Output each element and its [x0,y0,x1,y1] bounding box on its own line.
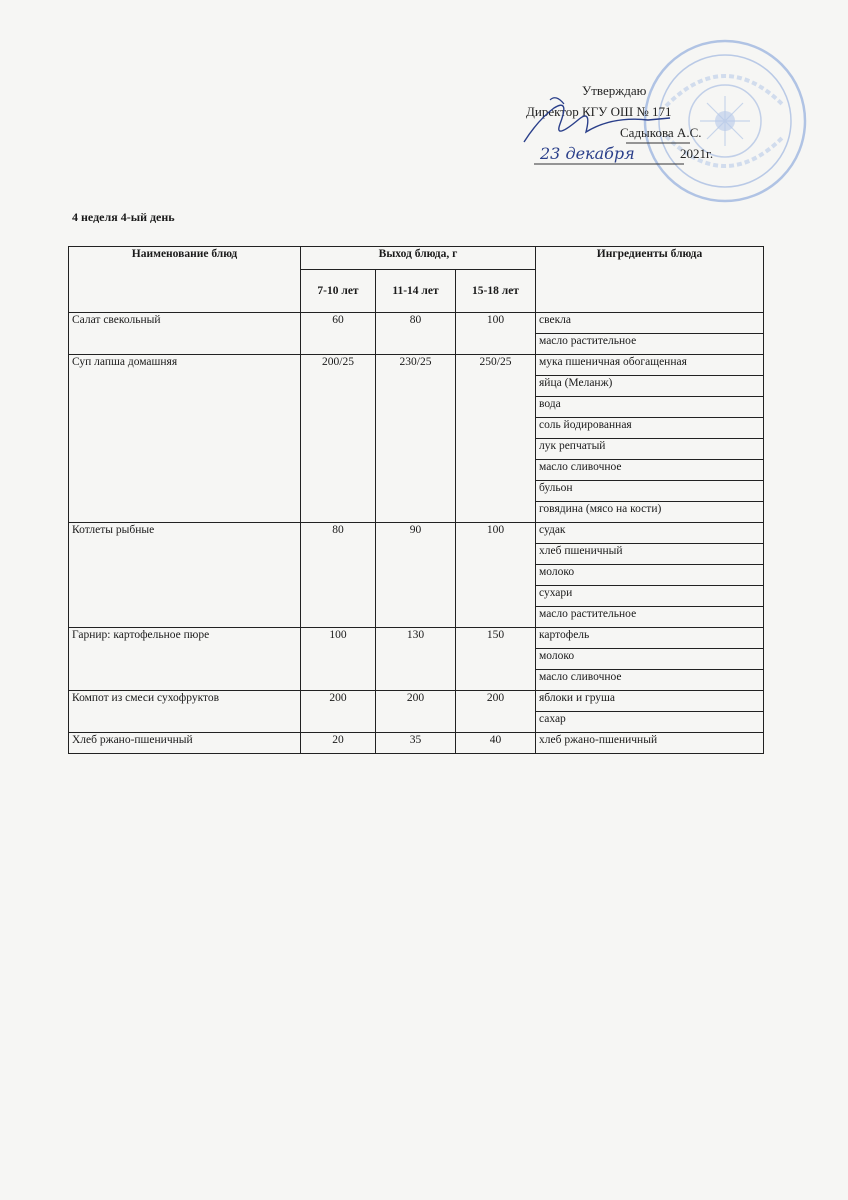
portion-size: 200/25 [301,355,376,523]
dish-name: Салат свекольный [69,313,301,355]
menu-table [68,246,764,754]
ingredient: лук репчатый [536,439,764,460]
portion-size: 80 [376,313,456,355]
ingredient: вода [536,397,764,418]
table-row [69,733,764,754]
portion-size: 100 [456,523,536,628]
ingredient: сахар [536,712,764,733]
portion-size: 100 [456,313,536,355]
approval-year: 2021г. [680,146,714,161]
approval-heading: Утверждаю [582,83,647,98]
portion-size: 250/25 [456,355,536,523]
portion-size: 90 [376,523,456,628]
ingredient: масло растительное [536,607,764,628]
dish-name: Котлеты рыбные [69,523,301,628]
portion-size: 35 [376,733,456,754]
ingredient: яйца (Меланж) [536,376,764,397]
ingredient: картофель [536,628,764,649]
ingredient: хлеб ржано-пшеничный [536,733,764,754]
ingredient: мука пшеничная обогащенная [536,355,764,376]
ingredient: яблоки и груша [536,691,764,712]
week-day-title: 4 неделя 4-ый день [72,210,175,224]
header-age-15-18: 15-18 лет [456,270,536,313]
header-output: Выход блюда, г [301,247,536,270]
ingredient: масло сливочное [536,460,764,481]
table-row [69,628,764,649]
ingredient: масло растительное [536,334,764,355]
ingredient: свекла [536,313,764,334]
portion-size: 230/25 [376,355,456,523]
table-row [69,355,764,376]
portion-size: 60 [301,313,376,355]
portion-size: 40 [456,733,536,754]
table-row [69,313,764,334]
header-age-7-10: 7-10 лет [301,270,376,313]
approval-position: Директор КГУ ОШ № 171 [526,104,672,119]
ingredient: судак [536,523,764,544]
ingredient: хлеб пшеничный [536,544,764,565]
signature [520,80,760,170]
header-age-11-14: 11-14 лет [376,270,456,313]
dish-name: Гарнир: картофельное пюре [69,628,301,691]
handwritten-date: 23 декабря [540,144,635,163]
portion-size: 20 [301,733,376,754]
approval-block [520,80,760,164]
ingredient: молоко [536,565,764,586]
ingredient: говядина (мясо на кости) [536,502,764,523]
dish-name: Суп лапша домашняя [69,355,301,523]
dish-name: Хлеб ржано-пшеничный [69,733,301,754]
ingredient: бульон [536,481,764,502]
table-row [69,691,764,712]
portion-size: 200 [301,691,376,733]
ingredient: соль йодированная [536,418,764,439]
dish-name: Компот из смеси сухофруктов [69,691,301,733]
portion-size: 130 [376,628,456,691]
portion-size: 200 [376,691,456,733]
portion-size: 150 [456,628,536,691]
portion-size: 100 [301,628,376,691]
table-row [69,523,764,544]
portion-size: 200 [456,691,536,733]
portion-size: 80 [301,523,376,628]
header-ingredients: Ингредиенты блюда [536,247,764,313]
header-dish-name: Наименование блюд [69,247,301,313]
ingredient: масло сливочное [536,670,764,691]
ingredient: сухари [536,586,764,607]
approval-signer: Садыкова А.С. [620,125,702,140]
ingredient: молоко [536,649,764,670]
